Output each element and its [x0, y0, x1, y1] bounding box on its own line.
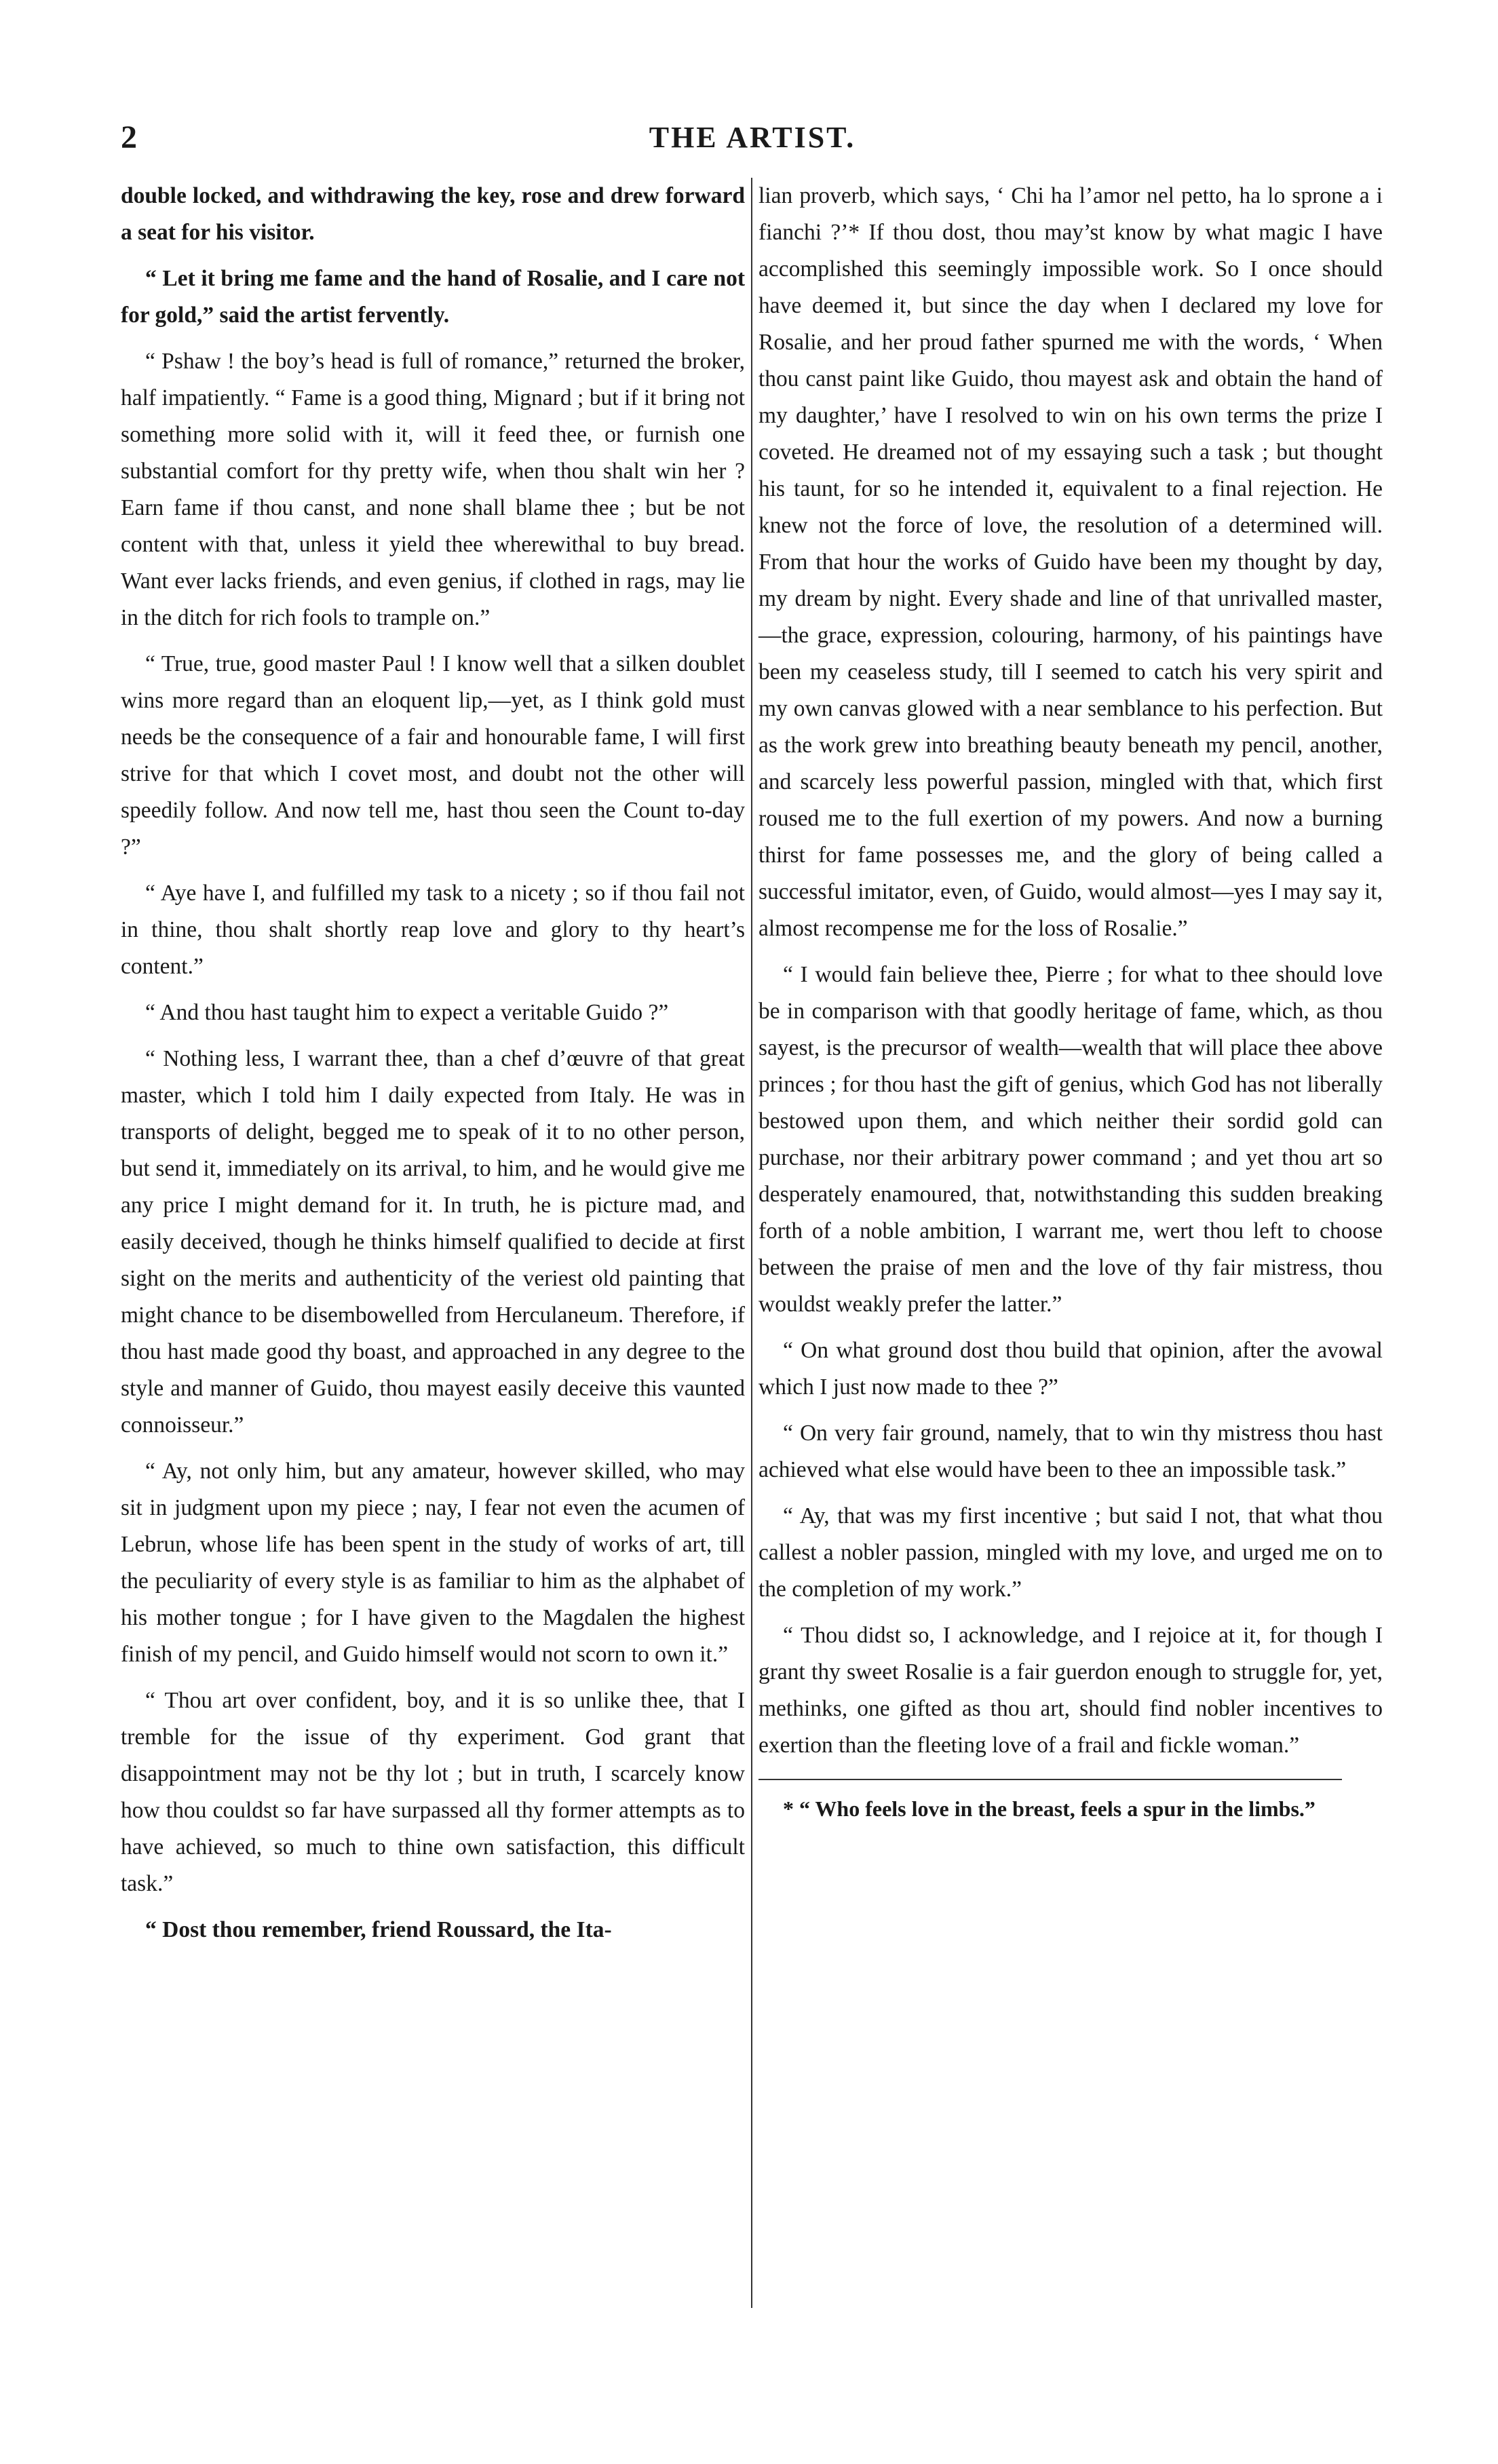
paragraph: “ On very fair ground, namely, that to win thy mistress thou hast achieved what else would have been to thee an impossible task.”	[758, 1421, 1383, 1482]
paragraph: “ Dost thou remember, friend Roussard, the Ita-	[145, 1917, 612, 1942]
paragraph: “ Thou art over confident, boy, and it is so unlike thee, that I tremble for the issue of thy experiment. God grant that disappointment may not be thy lot ; but in truth, I scarcely know how thou couldst so far have surpassed all thy former attempts as to have achieved, so much to thine own satisfaction, this difficult task.”	[121, 1688, 745, 1896]
column-divider	[751, 178, 752, 2308]
paragraph: “ Let it bring me fame and the hand of Rosalie, and I care not for gold,” said the artist fervently.	[121, 266, 745, 328]
paragraph: “ Ay, not only him, but any amateur, however skilled, who may sit in judgment upon my piece ; nay, I fear not even the acumen of Lebrun, whose life has been spent in the study of works of art, till the peculiarity of every style is as familiar to him as the alphabet of his mother tongue ; for I have given to the Magdalen the highest finish of my pencil, and Guido himself would not scorn to own it.”	[121, 1459, 745, 1667]
page-number: 2	[121, 119, 137, 155]
paragraph: “ I would fain believe thee, Pierre ; for what to thee should love be in comparison with that goodly heritage of fame, which, as thou sayest, is the precursor of wealth—wealth that will place thee above princes ; for thou hast the gift of genius, which God has not liberally bestowed upon them, and which neither their sordid gold can purchase, nor their arbitrary power command ; and yet thou art so desperately enamoured, that, notwithstanding this sudden breaking forth of a noble ambition, I warrant me, wert thou left to choose between the praise of men and the love of thy fair mistress, thou wouldst weakly prefer the latter.”	[758, 962, 1383, 1317]
paragraph: “ On what ground dost thou build that opinion, after the avowal which I just now made to thee ?”	[758, 1338, 1383, 1400]
page-header	[121, 114, 1384, 161]
paragraph: “ Thou didst so, I acknowledge, and I rejoice at it, for though I grant thy sweet Rosalie is a fair guerdon enough to struggle for, yet, methinks, one gifted as thou art, should find nobler incentives to exertion than the fleeting love of a frail and fickle woman.”	[758, 1623, 1383, 1758]
footnote-rule	[758, 1779, 1342, 1780]
paragraph: “ Ay, that was my first incentive ; but said I not, that what thou callest a nobler passion, mingled with my love, and urged me on to the completion of my work.”	[758, 1503, 1383, 1602]
paragraph: “ Aye have I, and fulfilled my task to a nicety ; so if thou fail not in thine, thou shalt shortly reap love and glory to thy heart’s content.”	[121, 881, 745, 979]
paragraph: “ True, true, good master Paul ! I know well that a silken doublet wins more regard than an eloquent lip,—yet, as I think gold must needs be the consequence of a fair and honourable fame, I will first strive for that which I covet most, and doubt not the other will speedily follow. And now tell me, hast thou seen the Count to-day ?”	[121, 651, 745, 860]
paragraph: lian proverb, which says, ‘ Chi ha l’amor nel petto, ha lo sprone a i fianchi ?’* If thou dost, thou may’st know by what magic I have accomplished this seemingly impossible work. So I once should have deemed it, but since the day when I declared my love for Rosalie, and her proud father spurned me with the words, ‘ When thou canst paint like Guido, thou mayest ask and obtain the hand of my daughter,’ have I resolved to win on his own terms the prize I coveted. He dreamed not of my essaying such a task ; but thought his taunt, for so he intended it, equivalent to a final rejection. He knew not the force of love, the resolution of a determined will. From that hour the works of Guido have been my thought by day, my dream by night. Every shade and line of that unrivalled master,—the grace, expression, colouring, harmony, of his paintings have been my ceaseless study, till I seemed to catch his very spirit and my own canvas glowed with a near semblance to his perfection. But as the work grew into breathing beauty beneath my pencil, another, and scarcely less powerful passion, mingled with that, which first roused me to the full exertion of my powers. And now a burning thirst for fame possesses me, and the glory of being called a successful imitator, even, of Guido, would almost—yes I may say it, almost recompense me for the loss of Rosalie.”	[758, 183, 1383, 941]
right-column	[758, 178, 1383, 1826]
paragraph: “ Pshaw ! the boy’s head is full of romance,” returned the broker, half impatiently. “ Fame is a good thing, Mignard ; but if it bring not something more solid with it, will it feed thee, or furnish one substantial comfort for thy pretty wife, when thou shalt win her ? Earn fame if thou canst, and none shall blame thee ; but be not content with that, unless it yield thee wherewithal to buy bread. Want ever lacks friends, and even genius, if clothed in rags, may lie in the ditch for rich fools to trample on.”	[121, 349, 745, 630]
paragraph: “ And thou hast taught him to expect a veritable Guido ?”	[145, 1000, 669, 1025]
running-title: THE ARTIST.	[649, 121, 856, 154]
paragraph: “ Nothing less, I warrant thee, than a chef d’œuvre of that great master, which I told him I daily expected from Italy. He was in transports of delight, begged me to speak of it to no other person, but send it, immediately on its arrival, to him, and he would give me any price I might demand for it. In truth, he is picture mad, and easily deceived, though he thinks himself qualified to decide at first sight on the merits and authenticity of the veriest old painting that might chance to be disembowelled from Herculaneum. Therefore, if thou hast made good thy boast, and approached in any degree to the style and manner of Guido, thou mayest easily deceive this vaunted connoisseur.”	[121, 1046, 745, 1438]
paragraph: double locked, and withdrawing the key, rose and drew forward a seat for his visitor.	[121, 183, 745, 245]
footnote: * “ Who feels love in the breast, feels a spur in the limbs.”	[783, 1796, 1315, 1821]
left-column	[121, 178, 745, 1958]
